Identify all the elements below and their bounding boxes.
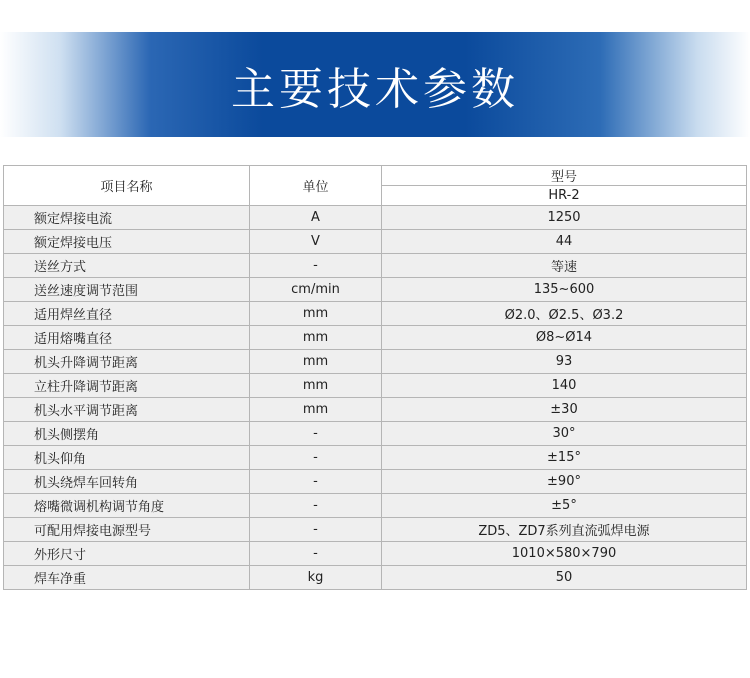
row-value: Ø2.0、Ø2.5、Ø3.2 [382, 302, 747, 326]
row-unit: - [250, 518, 382, 542]
row-name: 立柱升降调节距离 [4, 374, 250, 398]
table-row [4, 422, 747, 446]
row-name: 熔嘴微调机构调节角度 [4, 494, 250, 518]
row-name: 适用焊丝直径 [4, 302, 250, 326]
row-unit: A [250, 206, 382, 230]
row-value: ±15° [382, 446, 747, 470]
row-value: 1010×580×790 [382, 542, 747, 566]
table-row [4, 446, 747, 470]
spec-table [3, 165, 747, 590]
header-model: HR-2 [382, 186, 747, 206]
table-row [4, 350, 747, 374]
table-row [4, 542, 747, 566]
row-unit: mm [250, 350, 382, 374]
row-value: 44 [382, 230, 747, 254]
table-row [4, 206, 747, 230]
table-row [4, 230, 747, 254]
row-value: 30° [382, 422, 747, 446]
table-header-row [4, 166, 747, 186]
header-item-name: 项目名称 [4, 166, 250, 206]
table-row [4, 470, 747, 494]
header-model-label: 型号 [382, 166, 747, 186]
row-unit: mm [250, 398, 382, 422]
row-unit: - [250, 542, 382, 566]
row-name: 送丝速度调节范围 [4, 278, 250, 302]
row-name: 额定焊接电压 [4, 230, 250, 254]
row-value: ±30 [382, 398, 747, 422]
table-row [4, 374, 747, 398]
row-value: Ø8~Ø14 [382, 326, 747, 350]
row-value: 93 [382, 350, 747, 374]
row-unit: V [250, 230, 382, 254]
row-value: 1250 [382, 206, 747, 230]
row-value: ±5° [382, 494, 747, 518]
row-name: 机头绕焊车回转角 [4, 470, 250, 494]
row-unit: - [250, 422, 382, 446]
row-name: 机头升降调节距离 [4, 350, 250, 374]
row-value: ±90° [382, 470, 747, 494]
row-value: ZD5、ZD7系列直流弧焊电源 [382, 518, 747, 542]
table-row [4, 566, 747, 590]
row-name: 机头仰角 [4, 446, 250, 470]
table-row [4, 398, 747, 422]
row-unit: - [250, 494, 382, 518]
table-row [4, 302, 747, 326]
row-name: 可配用焊接电源型号 [4, 518, 250, 542]
row-name: 送丝方式 [4, 254, 250, 278]
page-title: 主要技术参数 [231, 63, 519, 115]
row-name: 外形尺寸 [4, 542, 250, 566]
row-unit: mm [250, 374, 382, 398]
table-row [4, 494, 747, 518]
row-value: 135~600 [382, 278, 747, 302]
table-row [4, 254, 747, 278]
row-unit: mm [250, 326, 382, 350]
row-value: 50 [382, 566, 747, 590]
row-name: 焊车净重 [4, 566, 250, 590]
row-unit: - [250, 446, 382, 470]
row-unit: - [250, 470, 382, 494]
row-name: 机头水平调节距离 [4, 398, 250, 422]
table-row [4, 326, 747, 350]
row-name: 额定焊接电流 [4, 206, 250, 230]
row-name: 机头侧摆角 [4, 422, 250, 446]
row-value: 140 [382, 374, 747, 398]
row-name: 适用熔嘴直径 [4, 326, 250, 350]
table-row [4, 278, 747, 302]
row-unit: mm [250, 302, 382, 326]
table-row [4, 518, 747, 542]
row-unit: cm/min [250, 278, 382, 302]
row-value: 等速 [382, 254, 747, 278]
row-unit: - [250, 254, 382, 278]
row-unit: kg [250, 566, 382, 590]
header-unit: 单位 [250, 166, 382, 206]
